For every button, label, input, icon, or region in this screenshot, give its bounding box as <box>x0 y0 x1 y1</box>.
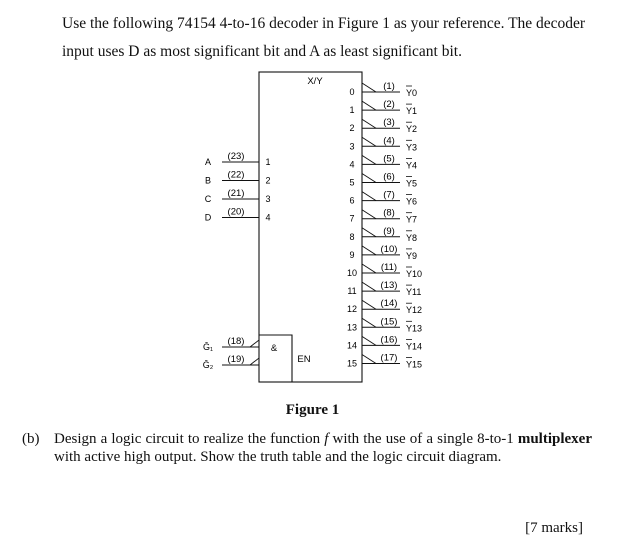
output-name: Y15 <box>406 359 423 370</box>
output-y1 <box>349 99 417 116</box>
input-weight: 3 <box>265 194 271 204</box>
output-y14 <box>347 334 422 351</box>
active-low-indicator <box>250 358 259 365</box>
active-low-indicator <box>362 282 376 291</box>
output-pin-number: (8) <box>383 207 395 219</box>
active-low-indicator <box>362 174 376 183</box>
marks-label: [7 marks] <box>525 520 583 536</box>
enable-pin-number: (18) <box>227 336 245 347</box>
input-a <box>205 151 271 167</box>
output-name: Y4 <box>406 160 418 171</box>
output-index: 7 <box>349 213 355 224</box>
active-low-indicator <box>362 192 376 201</box>
active-low-indicator <box>362 264 376 273</box>
output-name: Y3 <box>406 142 418 153</box>
output-pin-number: (9) <box>383 225 395 237</box>
output-y6 <box>349 190 417 207</box>
active-low-indicator <box>362 119 376 128</box>
part-b-label: (b) <box>22 431 40 447</box>
figure-caption: Figure 1 <box>285 402 340 418</box>
output-pin-number: (16) <box>380 334 398 346</box>
output-index: 5 <box>349 177 355 188</box>
enable-g1 <box>203 336 259 352</box>
output-index: 4 <box>349 159 355 170</box>
output-pin-number: (14) <box>380 298 398 310</box>
output-name: Y2 <box>406 124 418 135</box>
output-y5 <box>349 172 417 189</box>
part-b-text: Design a logic circuit to realize the function f with the use of a single 8-to-1 multiplexer with active high output. Show the truth table and the logic circuit diagram. <box>54 431 592 465</box>
output-index: 13 <box>346 322 358 333</box>
output-y2 <box>349 117 417 134</box>
output-name: Y10 <box>406 269 423 279</box>
output-name: Y0 <box>406 88 418 98</box>
active-low-indicator <box>362 336 376 345</box>
output-pin-number: (6) <box>383 171 395 183</box>
output-name: Y8 <box>406 232 418 243</box>
enable-pins <box>203 336 259 370</box>
input-name: B <box>204 175 212 186</box>
output-y13 <box>347 316 422 333</box>
output-pin-number: (3) <box>383 117 395 129</box>
output-pin-number: (5) <box>383 153 395 165</box>
input-name: D <box>204 212 212 223</box>
output-index: 11 <box>347 286 357 297</box>
decoder-body <box>259 72 362 382</box>
input-b <box>205 170 271 186</box>
input-weight: 2 <box>265 175 271 186</box>
output-y11 <box>347 280 421 297</box>
output-name: Y6 <box>406 196 418 207</box>
output-index: 10 <box>346 268 358 278</box>
enable-name: Ḡ₁ <box>202 342 214 352</box>
output-index: 0 <box>349 87 355 97</box>
output-index: 2 <box>349 123 355 134</box>
output-y9 <box>349 244 417 261</box>
active-low-indicator <box>362 210 376 219</box>
input-pin-number: (22) <box>227 169 245 181</box>
input-pin-number: (23) <box>227 151 245 162</box>
output-name: Y9 <box>406 250 418 261</box>
enable-pin-number: (19) <box>227 354 245 365</box>
output-pin-number: (1) <box>383 81 395 92</box>
output-pin-number: (17) <box>380 352 398 364</box>
active-low-indicator <box>250 340 259 347</box>
output-index: 3 <box>349 141 355 152</box>
output-y8 <box>349 226 417 243</box>
decoder-header: X/Y <box>307 76 323 87</box>
output-pin-number: (11) <box>380 262 398 273</box>
output-index: 1 <box>349 105 355 116</box>
active-low-indicator <box>362 355 376 364</box>
output-name: Y1 <box>406 106 418 117</box>
input-d <box>205 207 271 223</box>
enable-label: EN <box>297 354 311 365</box>
output-y12 <box>347 298 422 315</box>
output-index: 14 <box>346 340 358 351</box>
output-pin-number: (2) <box>383 99 395 111</box>
active-low-indicator <box>362 155 376 164</box>
output-pins <box>347 81 422 370</box>
output-pin-number: (13) <box>380 280 398 292</box>
active-low-indicator <box>362 228 376 237</box>
input-pin-number: (21) <box>227 188 245 199</box>
input-name: C <box>204 194 212 204</box>
output-pin-number: (15) <box>380 316 398 328</box>
output-y15 <box>347 353 422 370</box>
output-name: Y11 <box>406 287 422 298</box>
question-line-1: Use the following 74154 4-to-16 decoder in Figure 1 as your reference. The decoder <box>62 15 586 32</box>
enable-name: Ḡ₂ <box>202 360 214 370</box>
question-line-2: input uses D as most significant bit and A as least significant bit. <box>62 43 462 60</box>
output-y3 <box>349 135 417 152</box>
output-name: Y13 <box>406 323 423 334</box>
output-index: 12 <box>346 304 358 315</box>
output-index: 15 <box>346 358 358 369</box>
enable-g2 <box>203 354 259 370</box>
active-low-indicator <box>362 300 376 309</box>
active-low-indicator <box>362 137 376 146</box>
input-pin-number: (20) <box>227 206 245 218</box>
output-name: Y12 <box>406 305 423 316</box>
output-y10 <box>347 262 422 279</box>
output-index: 9 <box>349 249 355 260</box>
output-pin-number: (7) <box>383 189 395 201</box>
output-pin-number: (4) <box>383 135 395 147</box>
input-pins <box>205 151 271 223</box>
output-name: Y14 <box>406 341 423 352</box>
output-y7 <box>349 208 417 225</box>
part-b <box>22 430 592 466</box>
output-name: Y7 <box>406 214 418 225</box>
output-name: Y5 <box>406 178 418 189</box>
output-pin-number: (10) <box>380 243 398 255</box>
active-low-indicator <box>362 83 376 92</box>
output-y0 <box>349 81 417 98</box>
input-weight: 4 <box>265 212 271 223</box>
active-low-indicator <box>362 101 376 110</box>
output-y4 <box>349 153 417 170</box>
input-c <box>205 188 271 204</box>
active-low-indicator <box>362 318 376 327</box>
output-index: 8 <box>349 231 355 242</box>
input-name: A <box>204 157 212 167</box>
input-weight: 1 <box>265 157 271 167</box>
active-low-indicator <box>362 246 376 255</box>
output-index: 6 <box>349 195 355 206</box>
and-symbol: & <box>270 343 278 354</box>
